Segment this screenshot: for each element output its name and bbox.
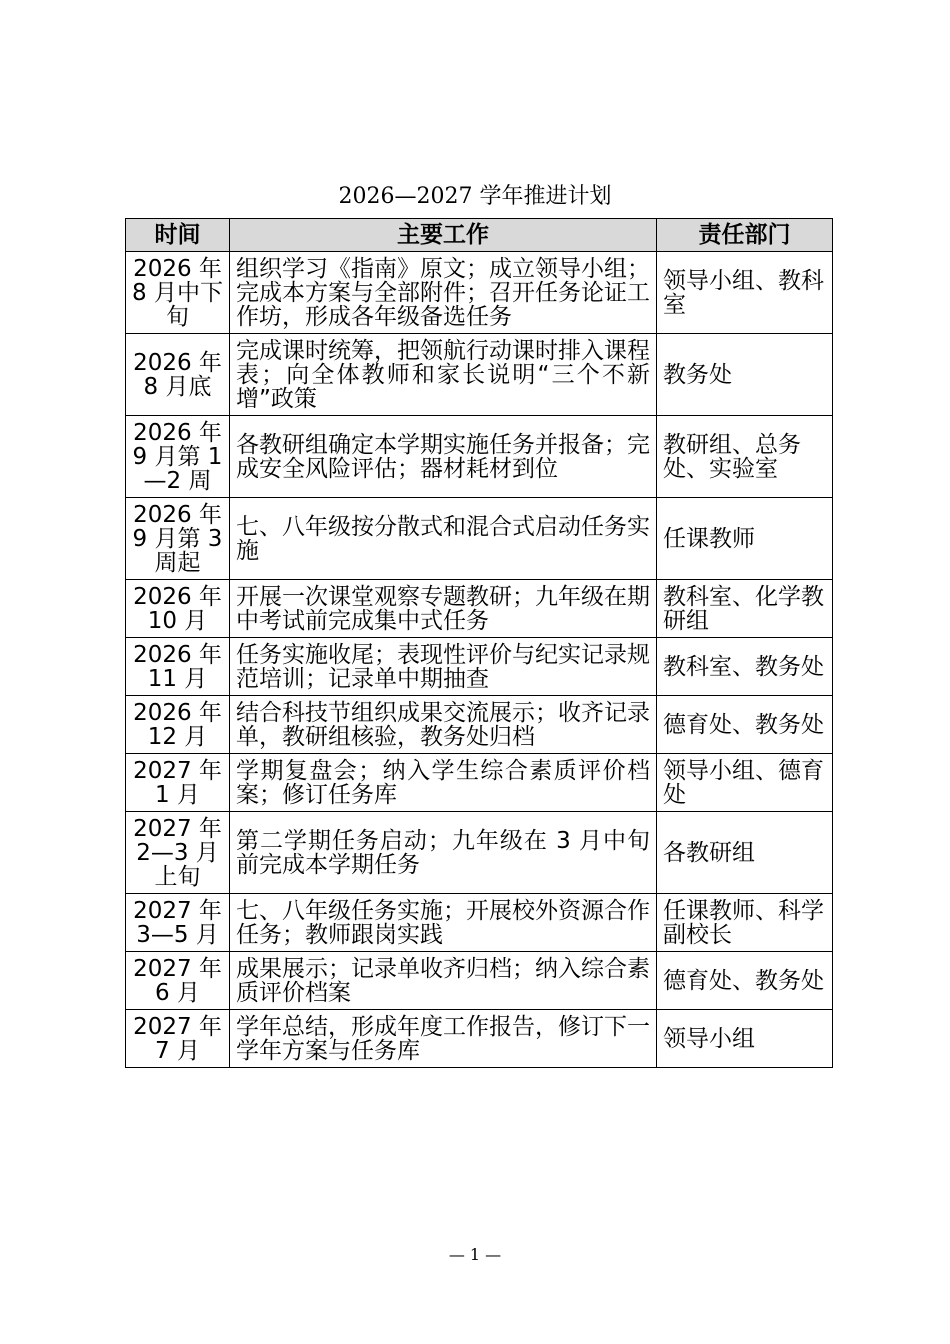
cell-dept: 德育处、教务处 (657, 952, 833, 1010)
cell-time: 2027 年 7 月 (126, 1010, 230, 1068)
cell-work: 组织学习《指南》原文；成立领导小组；完成本方案与全部附件；召开任务论证工作坊，形成各年级备选任务 (230, 252, 657, 334)
cell-dept: 领导小组、德育处 (657, 754, 833, 812)
table-header-row (126, 219, 833, 252)
table-row (126, 812, 833, 894)
cell-time: 2026 年 9 月第 3 周起 (126, 498, 230, 580)
cell-time: 2027 年 2—3 月上旬 (126, 812, 230, 894)
cell-work: 成果展示；记录单收齐归档；纳入综合素质评价档案 (230, 952, 657, 1010)
cell-time: 2026 年 11 月 (126, 638, 230, 696)
cell-time: 2026 年 8 月底 (126, 334, 230, 416)
plan-table (125, 218, 833, 1068)
cell-dept: 教务处 (657, 334, 833, 416)
table-row (126, 952, 833, 1010)
cell-time: 2026 年 8 月中下旬 (126, 252, 230, 334)
cell-dept: 教研组、总务处、实验室 (657, 416, 833, 498)
document-title: 2026—2027 学年推进计划 (338, 184, 612, 209)
header-work: 主要工作 (230, 219, 657, 252)
table-row (126, 498, 833, 580)
page-number: — 1 — (448, 1245, 502, 1264)
cell-dept: 领导小组、教科室 (657, 252, 833, 334)
cell-time: 2027 年 6 月 (126, 952, 230, 1010)
table-row (126, 334, 833, 416)
cell-work: 完成课时统筹，把领航行动课时排入课程表；向全体教师和家长说明“三个不新增”政策 (230, 334, 657, 416)
cell-dept: 教科室、教务处 (657, 638, 833, 696)
cell-time: 2026 年 10 月 (126, 580, 230, 638)
table-row (126, 580, 833, 638)
header-time: 时间 (126, 219, 230, 252)
table-row (126, 416, 833, 498)
cell-work: 结合科技节组织成果交流展示；收齐记录单，教研组核验，教务处归档 (230, 696, 657, 754)
cell-dept: 领导小组 (657, 1010, 833, 1068)
table-row (126, 252, 833, 334)
cell-work: 各教研组确定本学期实施任务并报备；完成安全风险评估；器材耗材到位 (230, 416, 657, 498)
cell-work: 七、八年级任务实施；开展校外资源合作任务；教师跟岗实践 (230, 894, 657, 952)
table-row (126, 696, 833, 754)
table-row (126, 638, 833, 696)
table-row (126, 1010, 833, 1068)
table-row (126, 894, 833, 952)
cell-dept: 德育处、教务处 (657, 696, 833, 754)
cell-dept: 任课教师、科学副校长 (657, 894, 833, 952)
cell-work: 开展一次课堂观察专题教研；九年级在期中考试前完成集中式任务 (230, 580, 657, 638)
header-dept: 责任部门 (657, 219, 833, 252)
cell-work: 第二学期任务启动；九年级在 3 月中旬前完成本学期任务 (230, 812, 657, 894)
cell-dept: 各教研组 (657, 812, 833, 894)
cell-work: 任务实施收尾；表现性评价与纪实记录规范培训；记录单中期抽查 (230, 638, 657, 696)
cell-dept: 教科室、化学教研组 (657, 580, 833, 638)
cell-work: 学年总结，形成年度工作报告，修订下一学年方案与任务库 (230, 1010, 657, 1068)
cell-time: 2026 年 9 月第 1—2 周 (126, 416, 230, 498)
table-row (126, 754, 833, 812)
cell-time: 2026 年 12 月 (126, 696, 230, 754)
cell-dept: 任课教师 (657, 498, 833, 580)
cell-work: 学期复盘会；纳入学生综合素质评价档案；修订任务库 (230, 754, 657, 812)
cell-time: 2027 年 1 月 (126, 754, 230, 812)
cell-time: 2027 年 3—5 月 (126, 894, 230, 952)
cell-work: 七、八年级按分散式和混合式启动任务实施 (230, 498, 657, 580)
